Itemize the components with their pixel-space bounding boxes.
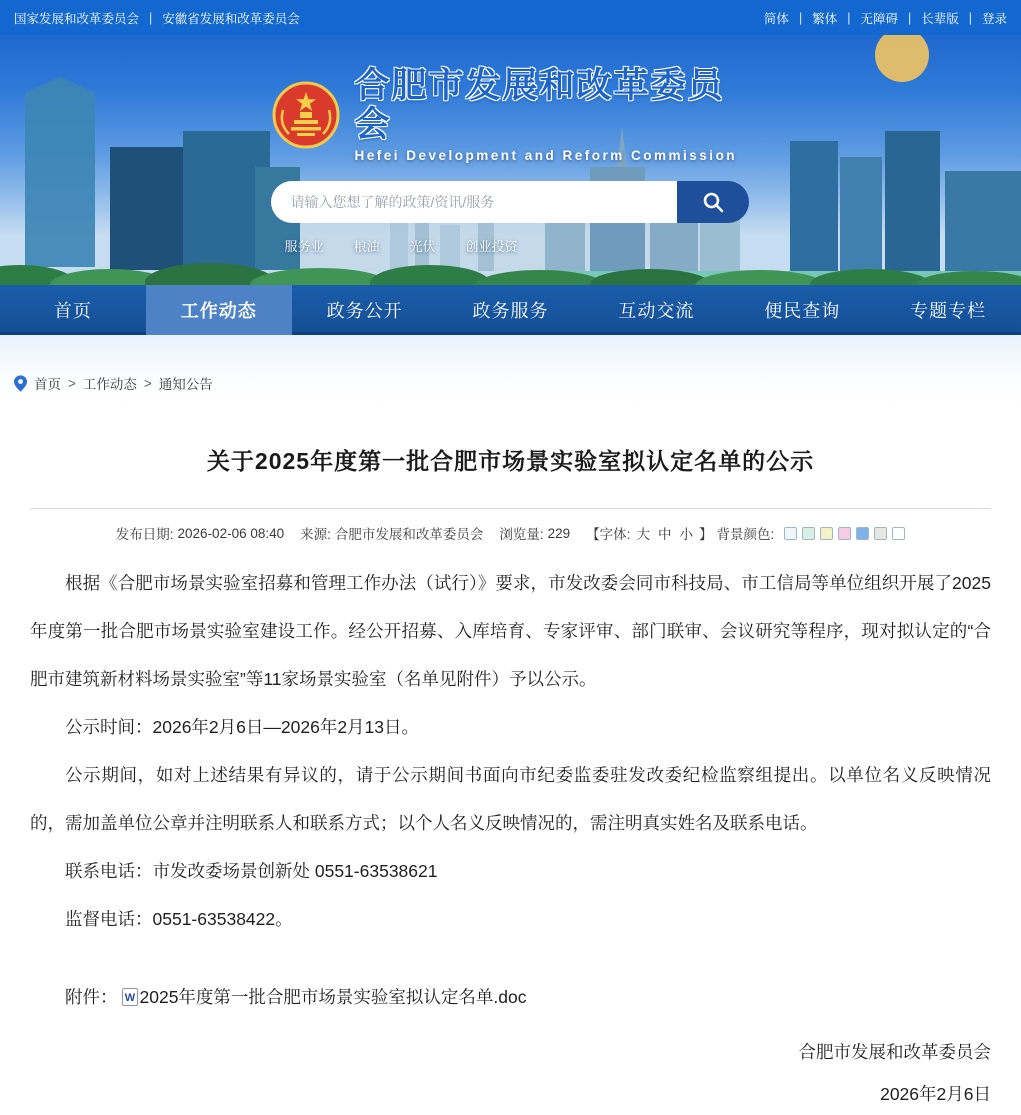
hero-banner [0, 35, 1021, 285]
bg-color-label: 背景颜色: [716, 527, 775, 542]
attachment-link[interactable] [118, 973, 527, 1021]
bg-color-swatch[interactable] [856, 527, 869, 540]
nav-item-gov-services[interactable]: 政务服务 [472, 301, 549, 321]
source-value: 合肥市发展和改革委员会 [334, 527, 484, 542]
views-label: 浏览量: [499, 527, 544, 542]
separator: | [798, 10, 803, 25]
location-pin-icon [14, 375, 27, 392]
article-content [0, 443, 1021, 1115]
site-title: 合肥市发展和改革委员会 [354, 66, 725, 144]
top-left-links [14, 9, 300, 27]
font-size-prefix: 【字体: [586, 527, 631, 542]
hot-search-words [271, 236, 751, 255]
lang-traditional-link[interactable]: 繁体 [812, 11, 838, 26]
nav-item-interaction[interactable]: 互动交流 [618, 301, 695, 321]
paragraph: 监督电话：0551-63538422。 [65, 909, 293, 929]
bg-color-swatch[interactable] [892, 527, 905, 540]
separator: | [847, 10, 851, 25]
paragraph: 根据《合肥市场景实验室招募和管理工作办法（试行）》要求，市发改委会同市科技局、市工信局等单位组织开展了2025年度第一批合肥市场景实验室建设工作。经公开招募、入库培育、专家评审、部门联审、会议研究等程序，现对拟认定的“合肥市建筑新材料场景实验室”等11家场景实验室（名单见附件）予以公示。 [30, 573, 991, 689]
bg-color-swatch[interactable] [838, 527, 851, 540]
breadcrumb-home[interactable]: 首页 [34, 377, 61, 392]
font-size-medium-button[interactable]: 中 [657, 527, 672, 542]
search-button[interactable] [677, 181, 749, 223]
nav-item-work-news[interactable]: 工作动态 [146, 285, 292, 335]
separator: | [907, 10, 912, 25]
top-link-anhui-ndrc[interactable]: 安徽省发展和改革委员会 [162, 11, 300, 26]
elder-version-link[interactable]: 长辈版 [921, 11, 959, 26]
top-right-links [764, 9, 1007, 27]
attachment-file-name: 2025年度第一批合肥市场景实验室拟认定名单.doc [139, 987, 527, 1007]
bg-color-swatches [784, 527, 905, 540]
title-divider [30, 508, 991, 509]
accessibility-link[interactable]: 无障碍 [860, 11, 898, 26]
attachment-label: 附件： [65, 987, 118, 1007]
search-icon [701, 190, 725, 214]
article-body [30, 559, 991, 943]
word-doc-icon [122, 988, 138, 1006]
breadcrumb-work-news[interactable]: 工作动态 [82, 377, 137, 392]
hot-word-venture[interactable]: 创业投资 [465, 239, 518, 254]
attachment-row [30, 973, 991, 1021]
paragraph: 联系电话：市发改委场景创新处 0551-63538621 [65, 861, 438, 881]
bg-color-swatch[interactable] [874, 527, 887, 540]
site-subtitle: Hefei Development and Reform Commission [354, 148, 738, 163]
breadcrumb-zone [0, 335, 1021, 407]
article-signature [30, 1031, 991, 1115]
search-bar [271, 181, 749, 223]
nav-item-citizen-query[interactable]: 便民查询 [764, 301, 841, 321]
publish-date-value: 2026-02-06 08:40 [177, 525, 285, 541]
lang-simplified-link[interactable]: 简体 [763, 11, 789, 26]
breadcrumb [0, 373, 1021, 393]
nav-item-home[interactable]: 首页 [53, 301, 92, 321]
hot-word-grain[interactable]: 粮油 [353, 239, 380, 254]
views-value: 229 [547, 525, 571, 541]
bg-color-swatch[interactable] [784, 527, 797, 540]
hot-word-services[interactable]: 服务业 [284, 239, 324, 254]
signature-org: 合肥市发展和改革委员会 [798, 1042, 991, 1062]
font-size-large-button[interactable]: 大 [636, 527, 650, 542]
signature-date: 2026年2月6日 [880, 1084, 991, 1104]
publish-date-label: 发布日期: [115, 527, 174, 542]
font-size-suffix: 】 [698, 527, 713, 542]
search-input[interactable] [271, 181, 677, 223]
breadcrumb-notices[interactable]: 通知公告 [158, 377, 213, 392]
nav-item-special-topics[interactable]: 专题专栏 [910, 301, 987, 321]
separator: | [149, 10, 153, 25]
font-size-small-button[interactable]: 小 [679, 527, 693, 542]
main-navigation [0, 285, 1021, 335]
site-brand [271, 67, 751, 163]
bg-color-swatch[interactable] [802, 527, 815, 540]
bg-color-swatch[interactable] [820, 527, 833, 540]
hot-word-pv[interactable]: 光伏 [409, 239, 436, 254]
article-meta [30, 523, 991, 543]
nav-item-gov-disclosure[interactable]: 政务公开 [326, 301, 403, 321]
breadcrumb-separator: > [68, 375, 76, 391]
article-title: 关于2025年度第一批合肥市场景实验室拟认定名单的公示 [206, 448, 815, 474]
svg-text:W: W [124, 992, 135, 1004]
login-link[interactable]: 登录 [981, 11, 1007, 26]
paragraph: 公示时间：2026年2月6日—2026年2月13日。 [65, 717, 420, 737]
national-emblem-logo [271, 80, 341, 150]
separator: | [968, 10, 972, 25]
breadcrumb-separator: > [143, 375, 152, 391]
top-utility-bar [0, 0, 1021, 35]
paragraph: 公示期间，如对上述结果有异议的，请于公示期间书面向市纪委监委驻发改委纪检监察组提出。以单位名义反映情况的，需加盖单位公章并注明联系人和联系方式；以个人名义反映情况的，需注明真实姓名及联系电话。 [30, 765, 991, 833]
source-label: 来源: [300, 527, 331, 542]
top-link-national-ndrc[interactable]: 国家发展和改革委员会 [14, 11, 140, 26]
